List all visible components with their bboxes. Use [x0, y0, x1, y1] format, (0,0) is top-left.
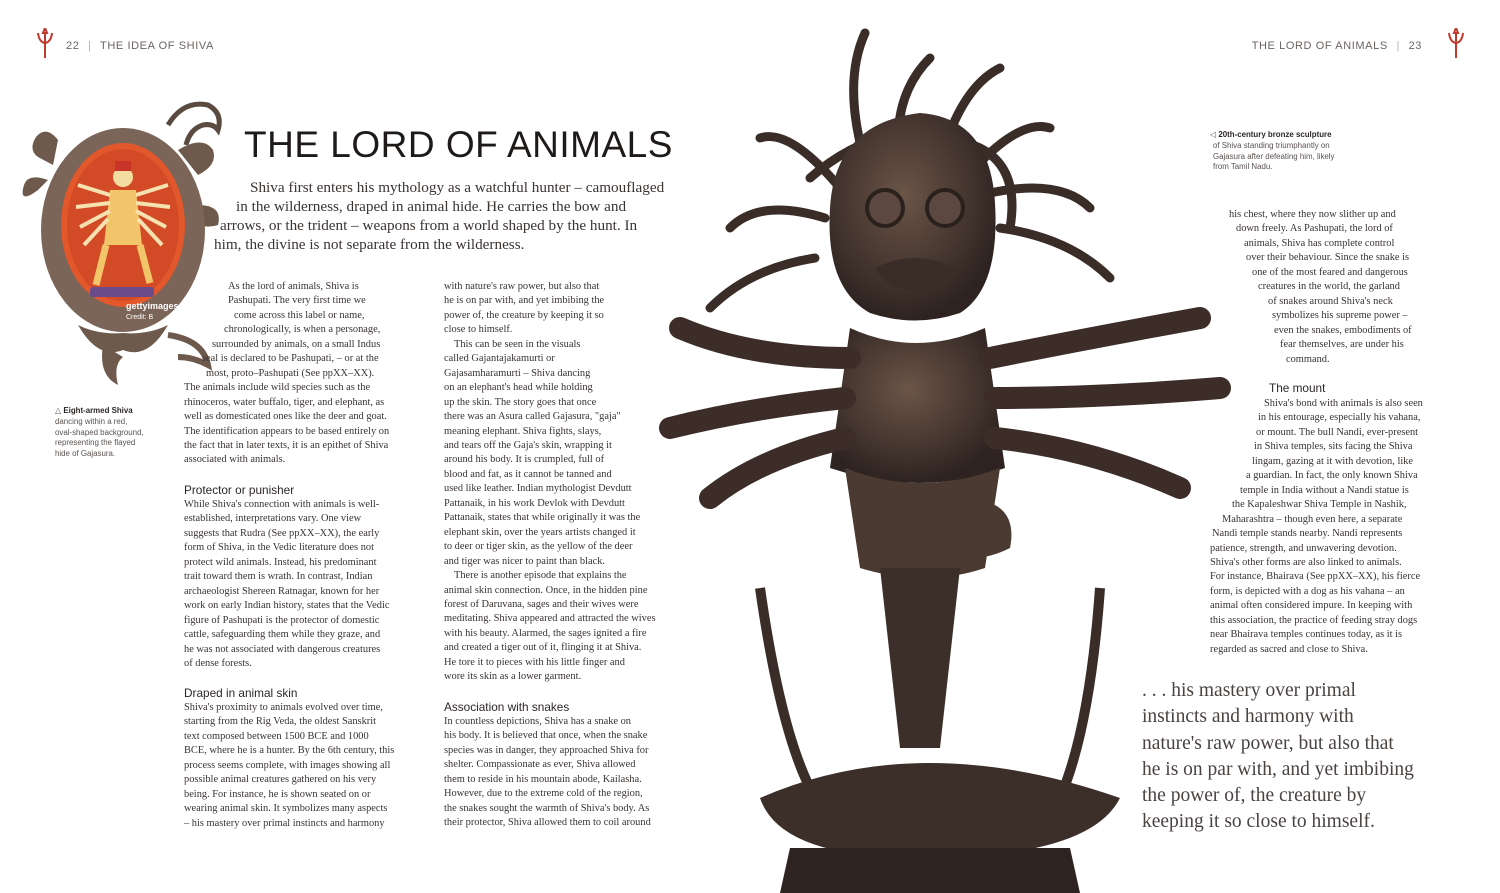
right-image-caption — [1210, 130, 1370, 173]
page-number-right: 23 — [1408, 40, 1422, 52]
subheading-draped: Draped in animal skin — [184, 686, 298, 700]
text-line: the fact that in later texts, it is an epithet of Shiva — [184, 439, 389, 451]
text-line: trait toward them is wrath. In contrast, Indian — [184, 571, 373, 583]
text-line: animals, Shiva has complete control — [1244, 237, 1395, 249]
section-title-left: THE IDEA OF SHIVA — [100, 40, 214, 52]
text-line: shelter. Compassionate as ever, Shiva allowed — [444, 759, 636, 771]
text-line: Pashupati. The very first time we — [228, 295, 366, 307]
text-line: Maharashtra – though even here, a separate — [1222, 513, 1403, 525]
text-line: form of Shiva, in the Vedic literature does not — [184, 542, 374, 554]
text-line: However, due to the extreme cold of the region, — [444, 788, 643, 800]
text-line: a guardian. In fact, the only known Shiva — [1246, 470, 1418, 482]
page-title: THE LORD OF ANIMALS — [244, 124, 673, 165]
text-line: being. For instance, he is shown seated on or — [184, 788, 371, 800]
text-line: For instance, Bhairava (See ppXX–XX), his fierce — [1210, 571, 1421, 583]
column-1-para-3 — [184, 701, 424, 831]
text-line: Shiva's other forms are also linked to animals. — [1210, 556, 1402, 568]
text-line: While Shiva's connection with animals is well- — [184, 499, 380, 510]
column-1-para-1 — [184, 280, 424, 468]
intro-paragraph — [210, 178, 664, 254]
text-line: protect wild animals. Instead, his predominant — [184, 556, 377, 568]
text-line: rhinoceros, water buffalo, tiger, and elephant, as — [184, 396, 385, 408]
text-line: one of the most feared and dangerous — [1252, 266, 1408, 278]
text-line: near Bhairava temples continues today, as it is — [1210, 629, 1403, 641]
text-line: wore its skin as a lower garment. — [444, 671, 582, 683]
trident-icon — [36, 28, 54, 58]
text-line: he was not associated with dangerous creatures — [184, 643, 381, 655]
text-line: animal skin connection. Once, in the hidden pine — [444, 584, 648, 596]
intro-line: arrows, or the trident – weapons from a world shaped by the hunt. In — [220, 217, 638, 234]
text-line: this association, the practice of feeding stray dogs — [1210, 614, 1418, 626]
getty-credit: Credit: B — [126, 314, 154, 321]
text-line: and tears off the Gaja's skin, wrapping it — [444, 439, 612, 451]
text-line: seal is declared to be Pashupati, – or at the — [202, 353, 379, 365]
text-line: he is on par with, and yet imbibing the — [444, 295, 605, 307]
column-1-para-2 — [184, 498, 424, 671]
intro-line: Shiva first enters his mythology as a watchful hunter – camouflaged — [250, 179, 665, 196]
text-line: Shiva's bond with animals is also seen — [1264, 398, 1423, 409]
text-line: blood and fat, as it cannot be tanned and — [444, 468, 612, 480]
text-line: well as domesticated ones like the deer and goat. — [184, 411, 387, 423]
text-line: archaeologist Shereen Ratnagar, known for her — [184, 585, 380, 597]
page-number-left: 22 — [66, 40, 80, 52]
caption-line: representing the flayed — [55, 438, 136, 448]
text-line: wearing animal skin. It symbolizes many aspects — [184, 803, 388, 815]
text-line: As the lord of animals, Shiva is — [228, 281, 359, 292]
text-line: most, proto–Pashupati (See ppXX–XX). — [206, 367, 375, 379]
text-line: animal often considered impure. In keeping with — [1210, 600, 1413, 612]
getty-watermark: gettyimages — [126, 301, 179, 311]
text-line: the snakes sought the warmth of Shiva's body. As — [444, 802, 650, 814]
text-line: associated with animals. — [184, 454, 286, 466]
text-line: form, is depicted with a dog as his vahana – an — [1210, 585, 1405, 597]
text-line: The identification appears to be based entirely on — [184, 425, 390, 437]
text-line: BCE, where he is a hunter. By the 6th century, this — [184, 745, 395, 757]
page-header-left: 22 | THE IDEA OF SHIVA — [66, 40, 214, 52]
pull-quote — [1142, 678, 1414, 836]
left-caption-title: Eight-armed Shiva — [63, 406, 133, 415]
text-line: Gajasamharamurti – Shiva dancing — [444, 367, 591, 379]
text-line: starting from the Rig Veda, the oldest Sanskrit — [184, 716, 377, 728]
text-line: elephant skin, over the years artists changed it — [444, 526, 636, 538]
subheading-mount: The mount — [1269, 381, 1326, 395]
trident-icon — [1447, 28, 1465, 58]
intro-line: in the wilderness, draped in animal hide. He carries the bow and — [236, 198, 627, 215]
caption-line: Gajasura after defeating him, likely — [1213, 151, 1335, 161]
text-line: meditating. Shiva appeared and attracted the wives — [444, 613, 656, 625]
text-line: even the snakes, embodiments of — [1274, 324, 1412, 336]
text-line: lingam, gazing at it with devotion, like — [1252, 455, 1414, 467]
text-line: in Shiva temples, sits facing the Shiva — [1254, 441, 1413, 453]
text-line: or mount. The bull Nandi, ever-present — [1256, 426, 1419, 438]
text-line: in his entourage, especially his vahana, — [1258, 412, 1421, 424]
text-line: their protector, Shiva allowed them to coil around — [444, 817, 651, 829]
caption-line: dancing within a red, — [55, 416, 128, 426]
text-line: meaning elephant. Shiva fights, slays, — [444, 425, 602, 437]
text-line: process seems complete, with images showing all — [184, 759, 391, 771]
text-line: regarded as sacred and close to Shiva. — [1210, 643, 1368, 655]
text-line: with his beauty. Alarmed, the sages ignited a fire — [444, 627, 647, 639]
quote-line: the power of, the creature by — [1142, 785, 1367, 807]
text-line: command. — [1286, 353, 1330, 365]
caption-line: from Tamil Nadu. — [1213, 162, 1273, 172]
text-line: and created a tiger out of it, flinging it at Shiva. — [444, 642, 642, 654]
caption-line: hide of Gajasura. — [55, 449, 116, 459]
quote-line: keeping it so close to himself. — [1142, 811, 1375, 833]
text-line: there was an Asura called Gajasura, "gaja" — [444, 411, 621, 423]
quote-line: instincts and harmony with — [1142, 706, 1354, 728]
text-line: used like leather. Indian mythologist Devdutt — [444, 483, 632, 495]
text-line: This can be seen in the visuals — [454, 338, 581, 350]
text-line: possible animal creatures gathered on his very — [184, 774, 377, 786]
text-line: close to himself. — [444, 324, 513, 336]
text-line: temple in India without a Nandi statue is — [1240, 484, 1409, 496]
text-line: come across this label or name, — [234, 309, 365, 321]
text-line: He tore it to pieces with his little finger and — [444, 656, 625, 668]
text-line: patience, strength, and unwavering devotion. — [1210, 542, 1397, 554]
column-3-para-1 — [1200, 208, 1460, 367]
text-line: to deer or tiger skin, as the yellow of the deer — [444, 541, 633, 553]
text-line: There is another episode that explains the — [454, 570, 627, 582]
text-line: established, interpretations vary. One view — [184, 513, 362, 525]
text-line: text composed between 1500 BCE and 1000 — [184, 730, 369, 742]
text-line: species was in danger, they approached Shiva for — [444, 744, 649, 756]
text-line: Nandi temple stands nearby. Nandi represents — [1212, 528, 1403, 540]
text-line: chronologically, is when a personage, — [224, 324, 381, 336]
text-line: cattle, safeguarding them while they graze, and — [184, 629, 381, 641]
text-line: over their behaviour. Since the snake is — [1246, 252, 1410, 264]
subheading-protector: Protector or punisher — [184, 483, 295, 497]
text-line: work on early Indian history, states that the Vedic — [184, 600, 390, 612]
subheading-snakes: Association with snakes — [444, 700, 570, 714]
caption-triangle-left-icon: ◁ — [1210, 130, 1217, 139]
text-line: symbolizes his supreme power – — [1272, 310, 1408, 322]
text-line: his body. It is believed that once, when the snake — [444, 730, 648, 742]
text-line: The animals include wild species such as the — [184, 382, 371, 394]
caption-line: oval-shaped background, — [55, 427, 144, 437]
text-line: of snakes around Shiva's neck — [1268, 295, 1393, 307]
text-line: with nature's raw power, but also that — [444, 281, 600, 292]
text-line: Shiva's proximity to animals evolved over time, — [184, 702, 383, 713]
text-line: called Gajantajakamurti or — [444, 353, 555, 365]
quote-line: . . . his mastery over primal — [1142, 680, 1356, 701]
text-line: suggests that Rudra (See ppXX–XX), the early — [184, 527, 380, 539]
text-line: fear themselves, are under his — [1280, 339, 1404, 351]
text-line: of dense forests. — [184, 657, 252, 669]
text-line: In countless depictions, Shiva has a snake on — [444, 716, 631, 727]
quote-line: nature's raw power, but also that — [1142, 732, 1394, 754]
text-line: power of, the creature by keeping it so — [444, 309, 604, 321]
page-header-right: THE LORD OF ANIMALS | 23 — [1251, 40, 1422, 52]
text-line: down freely. As Pashupati, the lord of — [1236, 223, 1393, 235]
text-line: the Kapaleshwar Shiva Temple in Nashik, — [1232, 499, 1407, 511]
text-line: and tiger was nicer to paint than black. — [444, 555, 605, 567]
text-line: up the skin. The story goes that once — [444, 396, 597, 408]
text-line: on an elephant's head while holding — [444, 382, 593, 394]
column-3-para-2 — [1200, 397, 1460, 657]
text-line: forest of Daruvana, sages and their wives were — [444, 598, 639, 610]
text-line: – his mastery over primal instincts and harmony — [184, 817, 385, 829]
text-line: surrounded by animals, on a small Indus — [212, 338, 381, 350]
intro-line: him, the divine is not separate from the wilderness. — [214, 236, 525, 253]
right-caption-title: 20th-century bronze sculpture — [1218, 130, 1332, 139]
text-line: Pattanaik, states that while originally it was the — [444, 512, 641, 524]
text-line: them to reside in his mountain abode, Kailasha. — [444, 773, 642, 785]
text-line: figure of Pashupati is the protector of domestic — [184, 614, 380, 626]
section-title-right: THE LORD OF ANIMALS — [1251, 40, 1388, 52]
text-line: Pattanaik, in his work Devlok with Devdutt — [444, 497, 625, 509]
text-line: his chest, where they now slither up and — [1229, 209, 1396, 220]
text-line: around his body. It is crumpled, full of — [444, 454, 605, 466]
caption-line: of Shiva standing triumphantly on — [1213, 140, 1330, 150]
caption-triangle-icon: △ — [55, 406, 62, 415]
quote-line: he is on par with, and yet imbibing — [1142, 758, 1414, 780]
text-line: creatures in the world, the garland — [1258, 281, 1400, 293]
